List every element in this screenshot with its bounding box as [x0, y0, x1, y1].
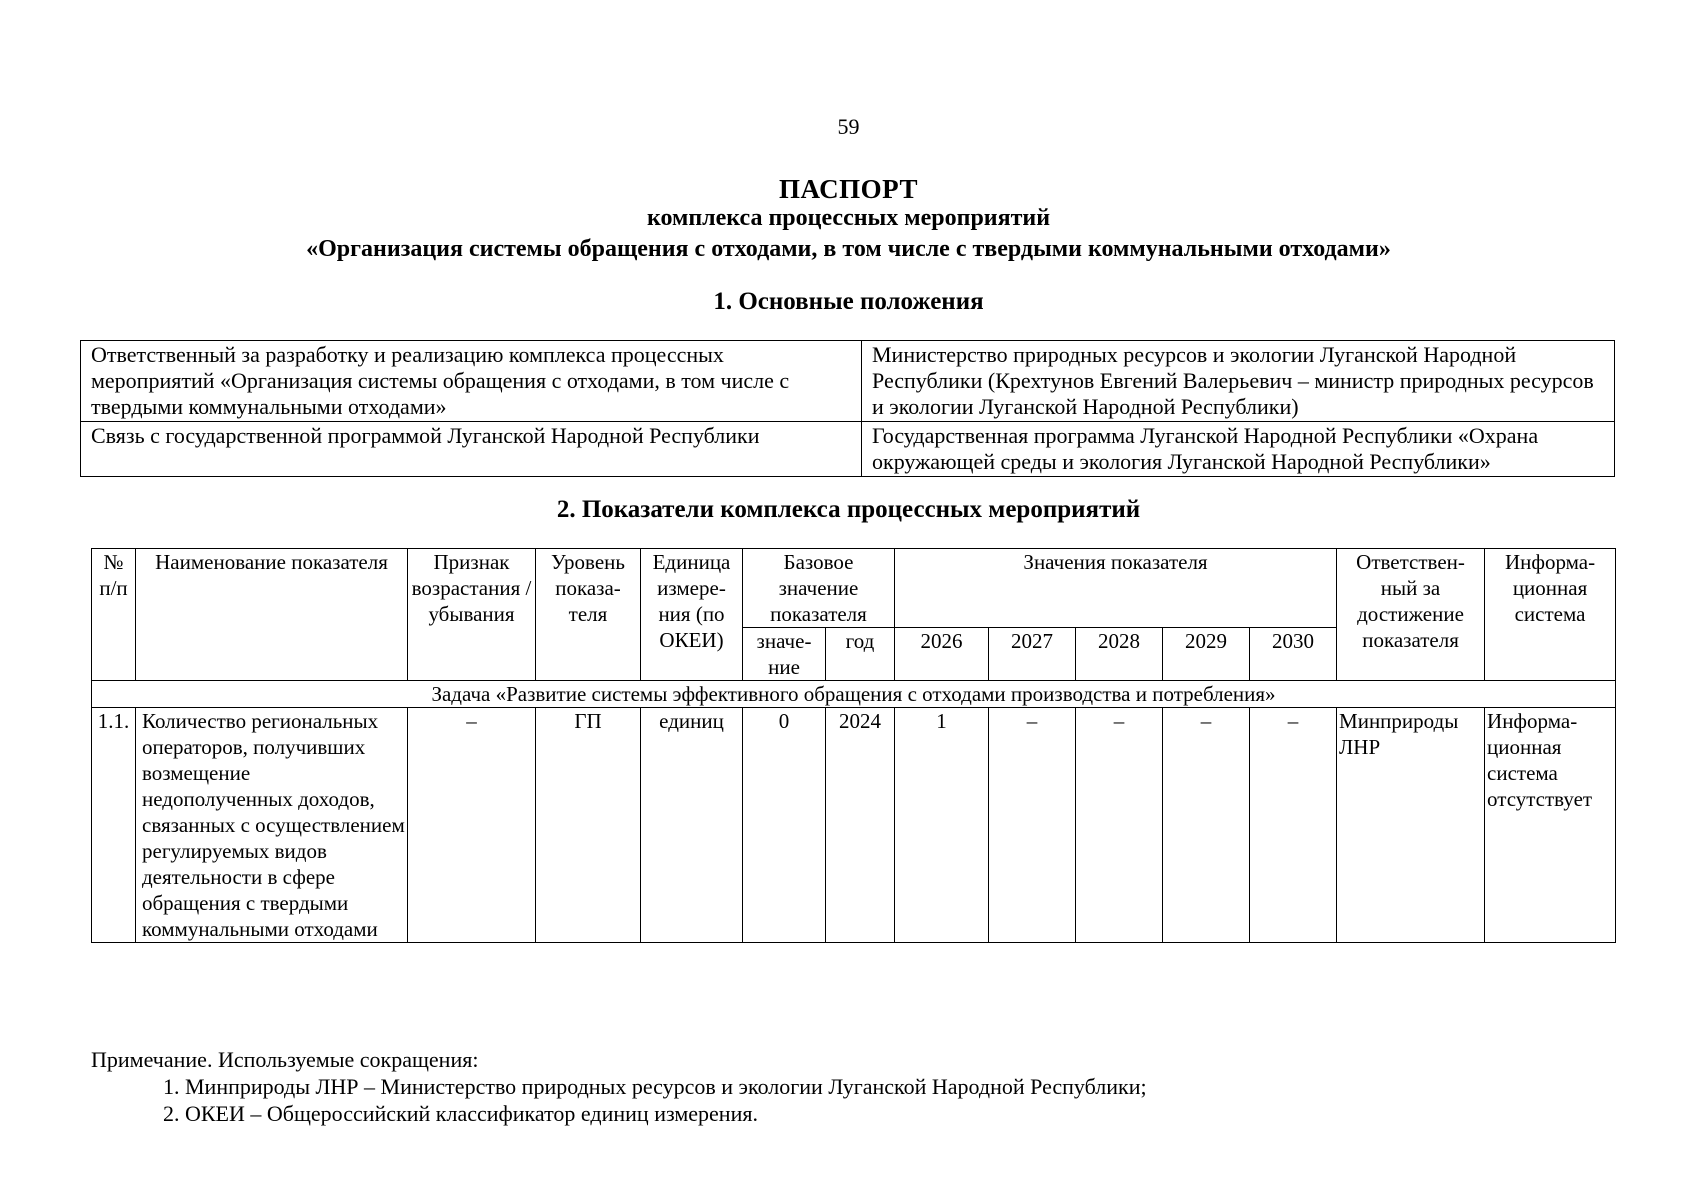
row-trend: –: [408, 708, 536, 943]
program-link-value: Государственная программа Луганской Народной Республики «Охрана окружающей среды и экология Луганской Народной Республики»: [862, 422, 1615, 477]
task-text: Задача «Развитие системы эффективного обращения с отходами производства и потребления»: [92, 681, 1616, 708]
col-header-year-2029: 2029: [1163, 628, 1250, 681]
responsible-label: Ответственный за разработку и реализацию комплекса процессных мероприятий «Организация системы обращения с отходами, в том числе с твердыми коммунальными отходами»: [81, 341, 862, 422]
program-link-label: Связь с государственной программой Луганской Народной Республики: [81, 422, 862, 477]
col-header-year-2028: 2028: [1076, 628, 1163, 681]
document-title: ПАСПОРТ: [779, 174, 918, 204]
row-value-2029: –: [1163, 708, 1250, 943]
note-title: Примечание. Используемые сокращения:: [91, 1047, 479, 1072]
section2-heading: 2. Показатели комплекса процессных мероприятий: [556, 496, 1141, 523]
row-unit: единиц: [641, 708, 743, 943]
table-row: [81, 341, 1615, 422]
row-value-2028: –: [1076, 708, 1163, 943]
table-row: [81, 422, 1615, 477]
col-header-base: Базовое значение показателя: [743, 549, 895, 628]
col-header-year-2027: 2027: [989, 628, 1076, 681]
row-value-2027: –: [989, 708, 1076, 943]
document-subtitle-line1: комплекса процессных мероприятий: [646, 205, 1051, 231]
row-info-system: Информа-ционная система отсутствует: [1485, 708, 1616, 943]
responsible-value: Министерство природных ресурсов и экологии Луганской Народной Республики (Крехтунов Евгений Валерьевич – министр природных ресурсов и экологии Луганской Народной Республики): [862, 341, 1615, 422]
note-item: 1. Минприроды ЛНР – Министерство природных ресурсов и экологии Луганской Народной Республики;: [163, 1074, 1147, 1099]
col-header-year-2026: 2026: [895, 628, 989, 681]
col-header-level: Уровень показа-теля: [536, 549, 641, 681]
col-header-base-year: год: [826, 628, 895, 681]
header-row: [92, 549, 1616, 628]
col-header-trend: Признак возрастания / убывания: [408, 549, 536, 681]
row-level: ГП: [536, 708, 641, 943]
col-header-base-value: значе-ние: [743, 628, 826, 681]
col-header-info-system: Информа-ционная система: [1485, 549, 1616, 681]
table-row: [92, 708, 1616, 943]
col-header-unit: Единица измере-ния (по ОКЕИ): [641, 549, 743, 681]
row-base-year: 2024: [826, 708, 895, 943]
indicators-table: [91, 548, 1616, 943]
row-num: 1.1.: [92, 708, 136, 943]
document-subtitle-line2: «Организация системы обращения с отходами, в том числе с твердыми коммунальными отходами»: [306, 236, 1391, 262]
col-header-values: Значения показателя: [895, 549, 1337, 628]
row-value-2026: 1: [895, 708, 989, 943]
col-header-num: № п/п: [92, 549, 136, 681]
col-header-name: Наименование показателя: [136, 549, 408, 681]
general-provisions-table: [80, 340, 1615, 477]
note-item: 2. ОКЕИ – Общероссийский классификатор единиц измерения.: [163, 1101, 758, 1126]
row-base-value: 0: [743, 708, 826, 943]
row-responsible: Минприроды ЛНР: [1337, 708, 1485, 943]
col-header-responsible: Ответствен-ный за достижение показателя: [1337, 549, 1485, 681]
row-indicator-name: Количество региональных операторов, получивших возмещение недополученных доходов, связанных с осуществлением регулируемых видов деятельности в сфере обращения с твердыми коммунальными отходами: [136, 708, 408, 943]
task-row: [92, 681, 1616, 708]
page-number: 59: [837, 114, 860, 139]
section1-heading: 1. Основные положения: [713, 288, 984, 315]
row-value-2030: –: [1250, 708, 1337, 943]
col-header-year-2030: 2030: [1250, 628, 1337, 681]
